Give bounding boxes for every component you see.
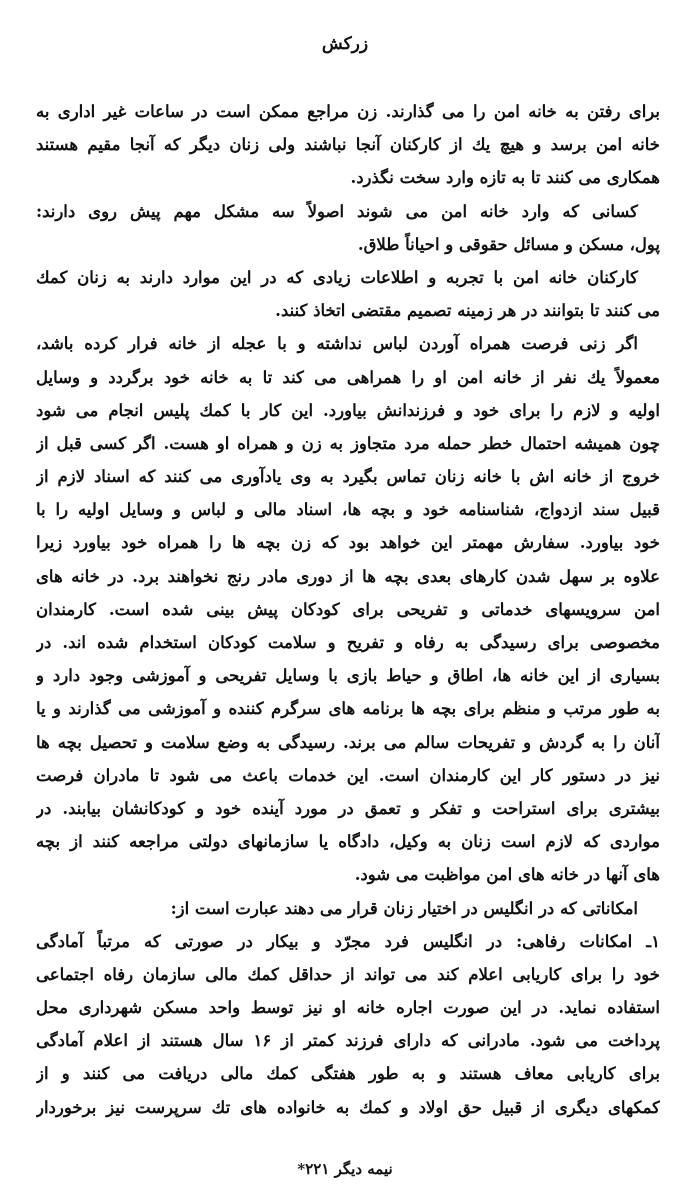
text-line: خود بیاورد. سفارش مهمتر این خواهد بود که زن بچه ها را همراه خود بیاورد زیرا bbox=[36, 533, 660, 553]
section-intro-line: امکاناتی که در انگلیس در اختیار زنان قرار می دهند عبارت است از: bbox=[170, 898, 638, 918]
text-line: چون همیشه احتمال خطر حمله مرد متجاوز به زن و همراه او هست. اگر کسی قبل از bbox=[36, 433, 660, 453]
text-line: همکاری می کنند تا به تازه وارد سخت نگذرد. bbox=[350, 168, 660, 188]
text-line: بیشتری برای استراحت و تفکر و تعمق در مورد آینده خود و کودکانشان بیابند. در bbox=[36, 798, 660, 818]
text-line: برای کاریابی معاف هستند و به طور هفتگی کمك مالی دریافت می کنند و از bbox=[36, 1064, 660, 1084]
text-line: برای رفتن به خانه امن را می گذارند. زن مراجع ممکن است در ساعات غیر اداری به bbox=[36, 102, 660, 121]
text-line: علاوه بر سهل شدن کارهای بعدی بچه ها از دوری مادر رنج نخواهند برد. در خانه های bbox=[36, 566, 660, 586]
text-line: های آنها در خانه های امن مواظبت می شود. bbox=[354, 865, 660, 885]
text-line: پول، مسکن و مسائل حقوقی و احیاناً طلاق. bbox=[357, 234, 660, 254]
text-line: خانه امن برسد و هیچ یك از کارکنان آنجا نباشند ولی زنان دیگر که آنجا مقیم هستند bbox=[36, 135, 660, 155]
text-line: معمولاً یك نفر از خانه امن او را همراهی می کند تا به خانه خود برگردد و وسایل bbox=[36, 367, 660, 387]
text-line: بسیاری از این خانه ها، اطاق و حیاط بازی با وسایل تفریحی و آموزشی وجود دارد و bbox=[36, 666, 660, 686]
text-line: استفاده نماید. در این صورت اجاره خانه او نیز توسط واحد مسکن شهرداری محل bbox=[36, 998, 660, 1018]
running-title: زرکش bbox=[321, 34, 369, 54]
text-line: اولیه و لازم را برای خود و فرزندانش بیاورد. این کار با کمك پلیس انجام می شود bbox=[36, 400, 660, 420]
text-line: قبیل سند ازدواج، شناسنامه خود و بچه ها، اسناد مالی و لباس و وسایل اولیه را با bbox=[36, 500, 660, 520]
text-line: نیز در دستور کار این کارمندان است. این خدمات باعث می شود تا مادران فرصت bbox=[36, 765, 660, 785]
text-line: به طور مرتب و منظم برای بچه ها برنامه های سرگرم کننده و آموزشی می گذارند و یا bbox=[36, 699, 660, 719]
text-line: کسانی که وارد خانه امن می شوند اصولاً سه مشکل مهم پیش روی دارند: bbox=[36, 201, 638, 221]
page-footer: نیمه دیگر ۲۲۱* bbox=[297, 1160, 393, 1178]
text-line: کمکهای دیگری از قبیل حق اولاد و کمك به خانواده های تك سرپرست نیز برخوردار bbox=[36, 1097, 660, 1117]
text-line: اگر زنی فرصت همراه آوردن لباس نداشته و با عجله از خانه فرار کرده باشد، bbox=[36, 334, 638, 354]
article-body bbox=[36, 95, 660, 1124]
text-line: پرداخت می شود. مادرانی که دارای فرزند کمتر از ۱۶ سال هستند از اعلام آمادگی bbox=[36, 1031, 660, 1051]
text-line: مواردی که لازم است زنان به وکیل، دادگاه یا سازمانهای دولتی مراجعه کنند از بچه bbox=[36, 832, 660, 852]
text-line: مخصوصی برای رسیدگی به رفاه و تفریح و سلامت کودکان استخدام شده اند. در bbox=[36, 633, 660, 652]
text-line: ۱ـ امکانات رفاهی: در انگلیس فرد مجرّد و بیکار در صورتی که مرتباً آمادگی bbox=[36, 931, 660, 951]
text-line: خروج از خانه اش با خانه زنان تماس بگیرد به وی یادآوری می کنند که اسناد لازم از bbox=[36, 467, 660, 487]
text-line: می کنند تا بتوانند در هر زمینه تصمیم مقتضی اتخاذ کنند. bbox=[275, 301, 660, 321]
text-line: خود را برای کاریابی اعلام کند می تواند از حداقل کمك مالی سازمان رفاه اجتماعی bbox=[36, 964, 660, 984]
text-line: آنان را به گردش و تفریحات سالم می برند. رسیدگی به وضع سلامت و تحصیل بچه ها bbox=[36, 732, 660, 752]
text-line: امن سرویسهای خدماتی و تفریحی برای کودکان پیش بینی شده است. کارمندان bbox=[36, 599, 660, 619]
text-line: کارکنان خانه امن با تجربه و اطلاعات زیادی که در این موارد دارند به زنان کمك bbox=[36, 267, 638, 287]
